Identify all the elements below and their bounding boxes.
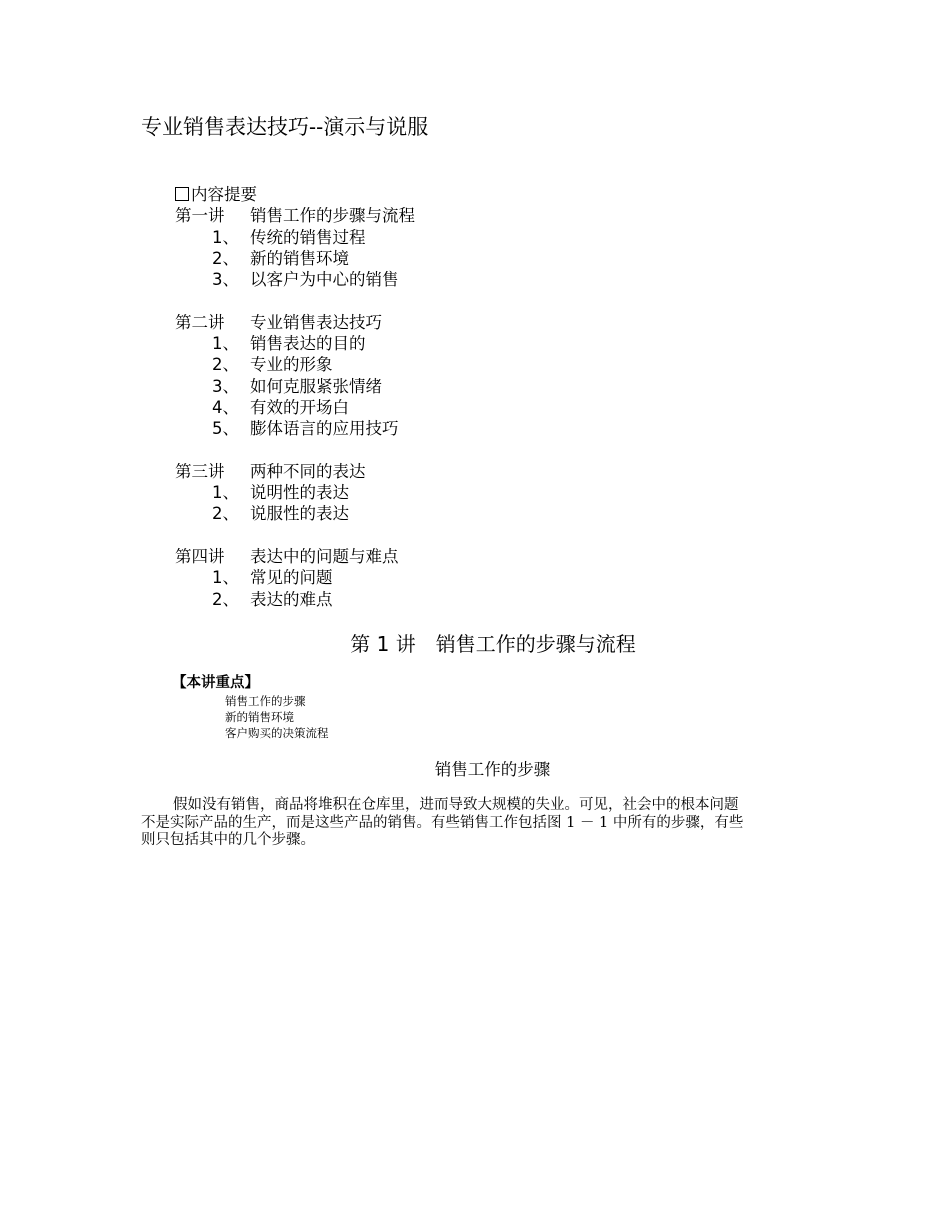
item-number: 1、	[212, 334, 239, 354]
lecture-heading	[175, 205, 415, 226]
toc-item	[175, 227, 415, 248]
item-number: 5、	[212, 419, 239, 439]
lecture-title: 两种不同的表达	[250, 461, 366, 481]
item-number: 2、	[212, 504, 239, 524]
lecture-1-heading: 第 1 讲 销售工作的步骤与流程	[350, 632, 636, 656]
lecture-title: 专业销售表达技巧	[250, 312, 382, 332]
paragraph-line: 不是实际产品的生产，而是这些产品的销售。有些销售工作包括图 1 － 1 中所有的步骤，有些	[141, 814, 744, 831]
lecture-number: 第四讲	[175, 547, 225, 567]
item-number: 1、	[212, 483, 239, 503]
item-text: 新的销售环境	[250, 248, 349, 268]
item-number: 2、	[212, 355, 239, 375]
toc-item	[175, 354, 415, 375]
lecture-heading	[175, 312, 415, 333]
item-text: 说服性的表达	[250, 504, 349, 524]
lecture-title: 表达中的问题与难点	[250, 547, 399, 567]
lecture-heading	[175, 546, 415, 567]
item-number: 4、	[212, 397, 239, 417]
toc-item	[175, 376, 415, 397]
lecture-number: 第三讲	[175, 461, 225, 481]
toc-item	[175, 567, 415, 588]
paragraph-line: 假如没有销售，商品将堆积在仓库里，进而导致大规模的失业。可见，社会中的根本问题	[173, 797, 739, 813]
item-text: 以客户为中心的销售	[250, 270, 399, 290]
toc-item	[175, 248, 415, 269]
item-text: 说明性的表达	[250, 483, 349, 503]
toc-item	[175, 482, 415, 503]
toc-item	[175, 589, 415, 610]
lecture-title: 销售工作的步骤与流程	[250, 206, 415, 226]
toc-item	[175, 503, 415, 524]
toc-lecture-4	[175, 546, 415, 610]
item-text: 膨体语言的应用技巧	[250, 419, 399, 439]
key-point-item: 销售工作的步骤	[225, 694, 306, 708]
toc-item	[175, 269, 415, 290]
document-title: 专业销售表达技巧--演示与说服	[141, 115, 429, 139]
section-heading: 销售工作的步骤	[434, 760, 551, 779]
item-text: 销售表达的目的	[250, 334, 366, 354]
item-number: 3、	[212, 376, 239, 396]
item-text: 如何克服紧张情绪	[250, 376, 382, 396]
item-text: 专业的形象	[250, 355, 333, 375]
item-text: 有效的开场白	[250, 397, 349, 417]
toc-item	[175, 333, 415, 354]
item-text: 表达的难点	[250, 589, 333, 609]
toc-heading-label: 内容提要	[191, 185, 257, 204]
toc-item	[175, 397, 415, 418]
toc-lecture-2	[175, 312, 415, 440]
item-number: 2、	[212, 589, 239, 609]
item-number: 2、	[212, 248, 239, 268]
lecture-number: 第二讲	[175, 312, 225, 332]
item-text: 传统的销售过程	[250, 227, 366, 247]
table-of-contents	[175, 184, 415, 610]
key-points	[172, 674, 329, 741]
key-points-label: 【本讲重点】	[172, 675, 259, 691]
toc-lecture-3	[175, 461, 415, 525]
body-paragraph	[141, 797, 811, 850]
toc-lecture-1	[175, 205, 415, 290]
item-number: 3、	[212, 270, 239, 290]
toc-heading	[175, 184, 415, 205]
paragraph-line: 则只包括其中的几个步骤。	[141, 832, 315, 848]
item-text: 常见的问题	[250, 568, 333, 588]
checkbox-icon	[175, 187, 189, 201]
item-number: 1、	[212, 227, 239, 247]
toc-item	[175, 418, 415, 439]
key-point-item: 新的销售环境	[225, 710, 294, 724]
lecture-heading	[175, 461, 415, 482]
item-number: 1、	[212, 568, 239, 588]
lecture-number: 第一讲	[175, 206, 225, 226]
key-point-item: 客户购买的决策流程	[225, 726, 329, 740]
